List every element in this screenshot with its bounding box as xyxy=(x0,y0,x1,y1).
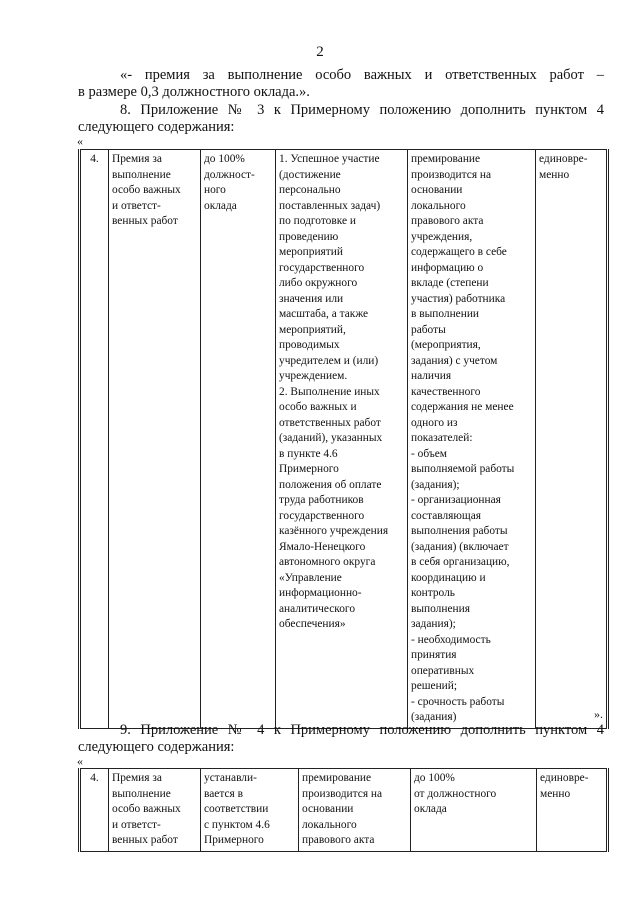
table-1-conditions xyxy=(276,150,408,729)
table-2 xyxy=(78,768,609,852)
item-9-paragraph xyxy=(78,722,604,756)
table-2-number: 4. xyxy=(80,769,109,852)
table-1-frequency xyxy=(536,150,608,729)
table-1-conditions-text: 1. Успешное участие (достижение персонально поставленных задач) по подготовке и проведению мероприятий государственного либо окружного значения или масштаба, а также мероприятий, проводимых учредителем и (или) учреждением. 2. Выполнение иных особо важных и ответственных работ (заданий), указанных в пункте 4.6 Примерного положения об оплате труда работников государственного казённого учреждения Ямало-Ненецкого автономного округа «Управление информационно- аналитического обеспечения» xyxy=(279,153,389,630)
table-1-frequency-text: единовре- менно xyxy=(539,153,588,181)
table-2-amount-text: до 100% от должностного оклада xyxy=(414,772,497,815)
table-1-name-text: Премия за выполнение особо важных и ответст- венных работ xyxy=(112,153,181,227)
item-8-paragraph xyxy=(78,102,604,136)
table-1-open-quote: « xyxy=(77,134,83,148)
table-1-amount-text: до 100% должност- ного оклада xyxy=(204,153,255,212)
table-2-frequency xyxy=(537,769,608,852)
intro-line-1: «- премия за выполнение особо важных и ответственных работ – xyxy=(120,67,604,83)
item-8-line-1: 8. Приложение № 3 к Примерному положению дополнить пунктом 4 xyxy=(120,102,604,118)
page-number: 2 xyxy=(316,44,324,60)
table-2-basis-text: устанавли- вается в соответствии с пунктом 4.6 Примерного xyxy=(204,772,270,846)
table-2-procedure xyxy=(299,769,411,852)
table-2-open-quote: « xyxy=(77,754,83,768)
table-1-name xyxy=(109,150,201,729)
table-1-close-quote: ». xyxy=(594,707,603,721)
table-1-procedure-text: премирование производится на основании локального правового акта учреждения, содержащего в себе информацию о вкладе (степени участия) работника в выполнении работы (мероприятия, задания) с учетом наличия качественного содержания не менее одного из показателей: - объем выполняемой работы (задания); - организационная составляющая выполнения работы (задания) (включает в себя организацию, координацию и контроль выполнения задания); - необходимость принятия оперативных решений; - срочность работы (задания) xyxy=(411,153,515,723)
intro-paragraph xyxy=(78,67,604,101)
item-8-line-2: следующего содержания: xyxy=(78,119,235,135)
table-1-row xyxy=(80,150,608,729)
intro-line-2: в размере 0,3 должностного оклада.». xyxy=(78,84,310,100)
table-2-name xyxy=(109,769,201,852)
table-2-basis xyxy=(201,769,299,852)
table-1-number: 4. xyxy=(80,150,109,729)
item-9-line-1: 9. Приложение № 4 к Примерному положению дополнить пунктом 4 xyxy=(120,722,604,738)
table-2-procedure-text: премирование производится на основании локального правового акта xyxy=(302,772,383,846)
table-1-amount xyxy=(201,150,276,729)
table-2-frequency-text: единовре- менно xyxy=(540,772,589,800)
item-9-line-2: следующего содержания: xyxy=(78,739,235,755)
table-2-amount xyxy=(411,769,537,852)
table-1 xyxy=(78,149,609,729)
table-2-row xyxy=(80,769,608,852)
table-1-procedure xyxy=(408,150,536,729)
table-2-name-text: Премия за выполнение особо важных и ответст- венных работ xyxy=(112,772,181,846)
